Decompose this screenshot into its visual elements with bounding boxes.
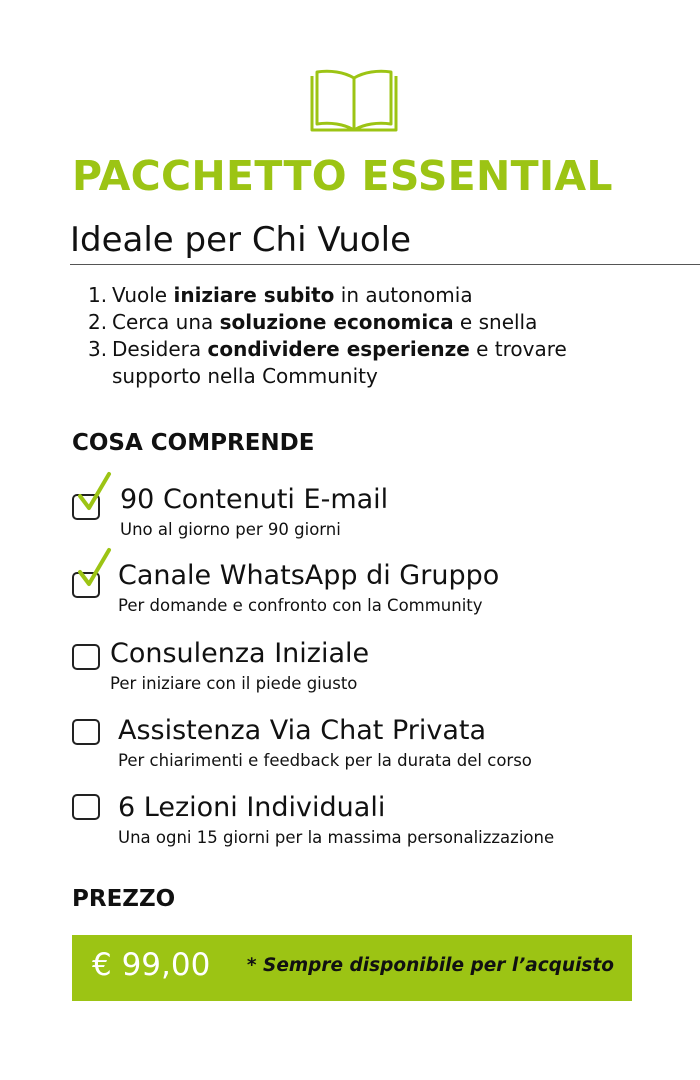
list-text (112, 282, 612, 309)
page-subtitle: Ideale per Chi Vuole (70, 220, 412, 260)
feature-subtitle: Per chiarimenti e feedback per la durata del corso (118, 751, 532, 770)
feature-title: Canale WhatsApp di Gruppo (118, 560, 500, 591)
list-number: 1. (88, 283, 108, 307)
list-item (88, 309, 612, 336)
feature-subtitle: Una ogni 15 giorni per la massima personalizzazione (118, 828, 555, 847)
list-number: 2. (88, 310, 108, 334)
reasons-list (88, 282, 612, 390)
checkbox[interactable] (72, 719, 100, 745)
feature-subtitle: Uno al giorno per 90 giorni (120, 520, 341, 539)
checkbox[interactable] (72, 644, 100, 670)
list-number: 3. (88, 337, 108, 361)
feature-title: 90 Contenuti E-mail (120, 484, 389, 515)
price-heading: PREZZO (72, 886, 176, 912)
list-text-bold: condividere esperienze (207, 337, 470, 361)
list-text (112, 336, 612, 390)
feature-title: 6 Lezioni Individuali (118, 792, 386, 823)
feature-title: Assistenza Via Chat Privata (118, 715, 487, 746)
checkmark-icon (74, 470, 112, 512)
divider (70, 264, 700, 265)
price-note: * Sempre disponibile per l’acquisto (246, 955, 614, 976)
includes-heading: COSA COMPRENDE (72, 430, 315, 456)
list-text-post: e snella (453, 310, 538, 334)
feature-subtitle: Per domande e confronto con la Community (118, 596, 483, 615)
feature-title: Consulenza Iniziale (110, 638, 370, 669)
checkbox[interactable] (72, 794, 100, 820)
list-text-pre: Desidera (112, 337, 208, 361)
price-value: € 99,00 (92, 947, 211, 983)
list-text-pre: Vuole (112, 283, 174, 307)
list-item (88, 336, 612, 390)
list-text-post: e trovare supporto nella Community (112, 337, 567, 388)
feature-subtitle: Per iniziare con il piede giusto (110, 674, 358, 693)
page-title: PACCHETTO ESSENTIAL (72, 152, 613, 200)
price-banner (72, 935, 632, 1001)
list-text (112, 309, 612, 336)
list-text-post: in autonomia (334, 283, 473, 307)
checkmark-icon (74, 546, 112, 588)
list-text-bold: iniziare subito (173, 283, 335, 307)
list-text-bold: soluzione economica (219, 310, 454, 334)
list-text-pre: Cerca una (112, 310, 220, 334)
list-item (88, 282, 612, 309)
open-book-icon (306, 68, 402, 138)
